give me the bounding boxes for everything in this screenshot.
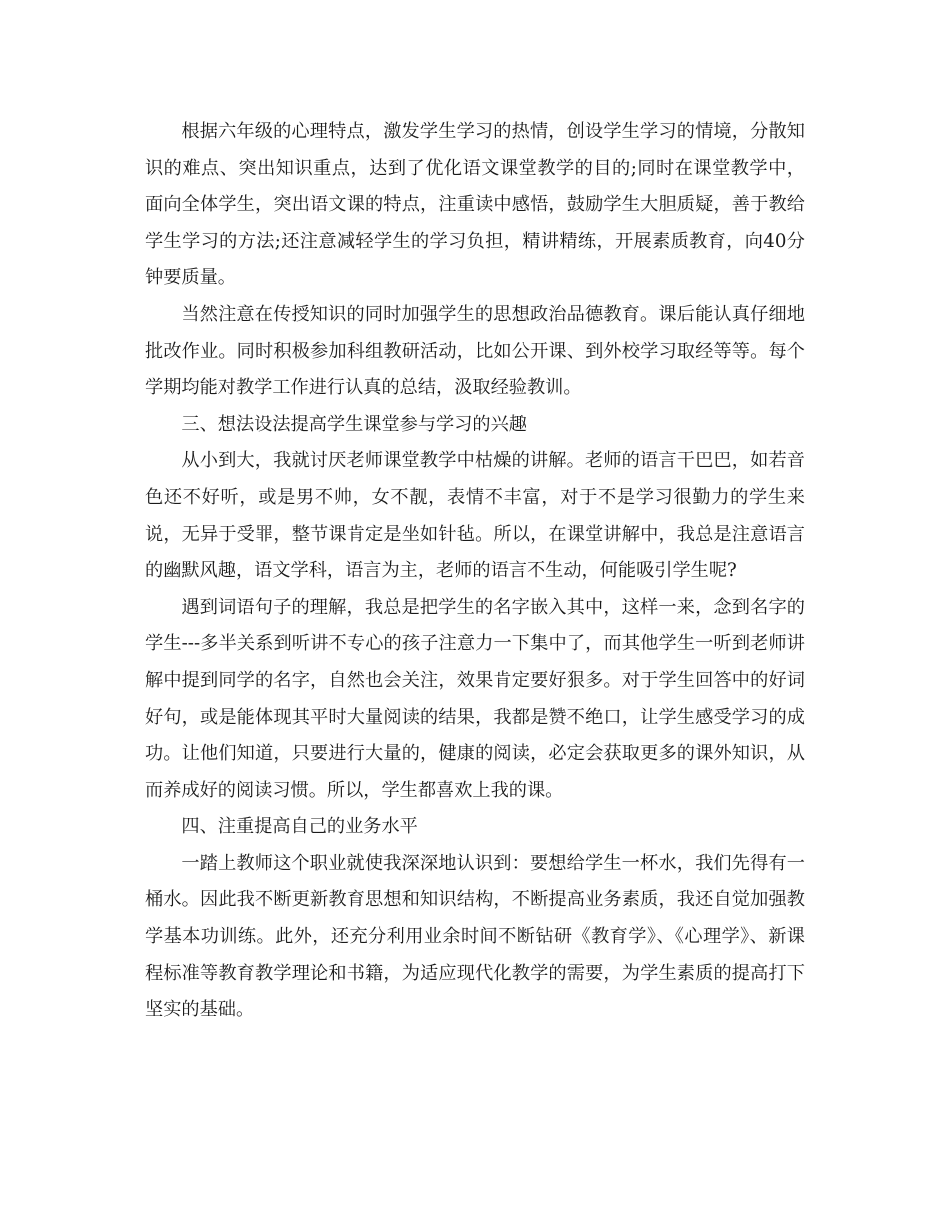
paragraph-7: 一踏上教师这个职业就使我深深地认识到：要想给学生一杯水，我们先得有一桶水。因此我不断更新教育思想和知识结构，不断提高业务素质，我还自觉加强教学基本功训练。此外，还充分利用业余时间不断钻研《教育学》、《心理学》、新课程标准等教育教学理论和书籍，为适应现代化教学的需要，为学生素质的提高打下坚实的基础。 <box>145 852 805 1021</box>
paragraph-5: 遇到词语句子的理解，我总是把学生的名字嵌入其中，这样一来，念到名字的学生---多半关系到听讲不专心的孩子注意力一下集中了，而其他学生一听到老师讲解中提到同学的名字，自然也会关注，效果肯定要好狠多。对于学生回答中的好词好句，或是能体现其平时大量阅读的结果，我都是赞不绝口，让学生感受学习的成功。让他们知道，只要进行大量的，健康的阅读，必定会获取更多的课外知识，从而养成好的阅读习惯。所以，学生都喜欢上我的课。 <box>145 596 805 801</box>
section-heading-4: 四、注重提高自己的业务水平 <box>181 816 418 838</box>
section-heading-3: 三、想法设法提高学生课堂参与学习的兴趣 <box>181 413 527 435</box>
paragraph-4: 从小到大，我就讨厌老师课堂教学中枯燥的讲解。老师的语言干巴巴，如若音色还不好听，或是男不帅，女不靓，表情不丰富，对于不是学习很勤力的学生来说，无异于受罪，整节课肯定是坐如针毡。所以，在课堂讲解中，我总是注意语言的幽默风趣，语文学科，语言为主，老师的语言不生动，何能吸引学生呢? <box>145 450 805 582</box>
paragraph-2: 当然注意在传授知识的同时加强学生的思想政治品德教育。课后能认真仔细地批改作业。同时积极参加科组教研活动，比如公开课、到外校学习取经等等。每个学期均能对教学工作进行认真的总结，汲取经验教训。 <box>145 303 805 399</box>
paragraph-1: 根据六年级的心理特点，激发学生学习的热情，创设学生学习的情境，分散知识的难点、突出知识重点，达到了优化语文课堂教学的目的;同时在课堂教学中，面向全体学生，突出语文课的特点，注重读中感悟，鼓励学生大胆质疑，善于教给学生学习的方法;还注意减轻学生的学习负担，精讲精练，开展素质教育，向40分钟要质量。 <box>145 121 805 289</box>
document-body <box>145 114 805 1029</box>
